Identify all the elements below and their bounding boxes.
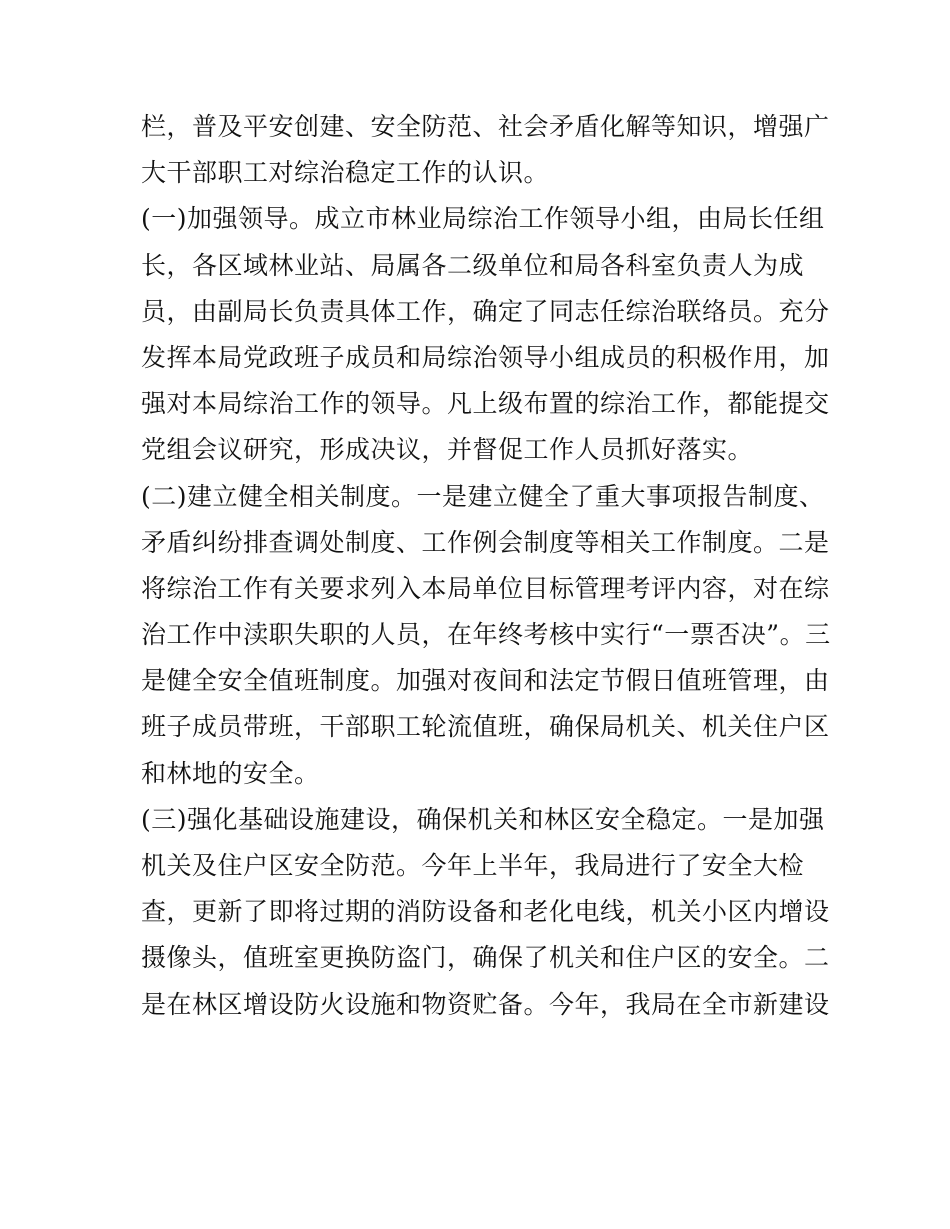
text-line: 查，更新了即将过期的消防设备和老化电线，机关小区内增设 [141, 897, 830, 927]
text-line: 治工作中渎职失职的人员，在年终考核中实行“一票否决”。三 [141, 620, 831, 650]
text-line: 长，各区域林业站、局属各二级单位和局各科室负责人为成 [141, 250, 805, 280]
text-line: 矛盾纠纷排查调处制度、工作例会制度等相关工作制度。二是 [141, 527, 830, 557]
text-line: 员，由副局长负责具体工作，确定了同志任综治联络员。充分 [141, 296, 830, 326]
text-line: 和林地的安全。 [141, 758, 320, 788]
body-text [141, 104, 831, 1028]
text-line: 是健全安全值班制度。加强对夜间和法定节假日值班管理，由 [141, 666, 830, 696]
text-line: 摄像头，值班室更换防盗门，确保了机关和住户区的安全。二 [141, 943, 830, 973]
text-line: (二)建立健全相关制度。一是建立健全了重大事项报告制度、 [141, 481, 825, 511]
text-line: 栏，普及平安创建、安全防范、社会矛盾化解等知识，增强广 [141, 112, 830, 141]
text-line: 机关及住户区安全防范。今年上半年，我局进行了安全大检 [141, 851, 805, 880]
text-line: 大干部职工对综治稳定工作的认识。 [141, 158, 550, 188]
text-line: 将综治工作有关要求列入本局单位目标管理考评内容，对在综 [141, 573, 830, 603]
text-line: (一)加强领导。成立市林业局综治工作领导小组，由局长任组 [141, 204, 825, 234]
text-line: 班子成员带班，干部职工轮流值班，确保局机关、机关住户区 [141, 712, 830, 742]
text-line: 强对本局综治工作的领导。凡上级布置的综治工作，都能提交 [141, 389, 830, 419]
text-line: (三)强化基础设施建设，确保机关和林区安全稳定。一是加强 [141, 804, 825, 834]
text-line: 发挥本局党政班子成员和局综治领导小组成员的积极作用，加 [141, 342, 830, 372]
text-line: 党组会议研究，形成决议，并督促工作人员抓好落实。 [141, 435, 754, 465]
text-line: 是在林区增设防火设施和物资贮备。今年，我局在全市新建设 [141, 989, 830, 1019]
